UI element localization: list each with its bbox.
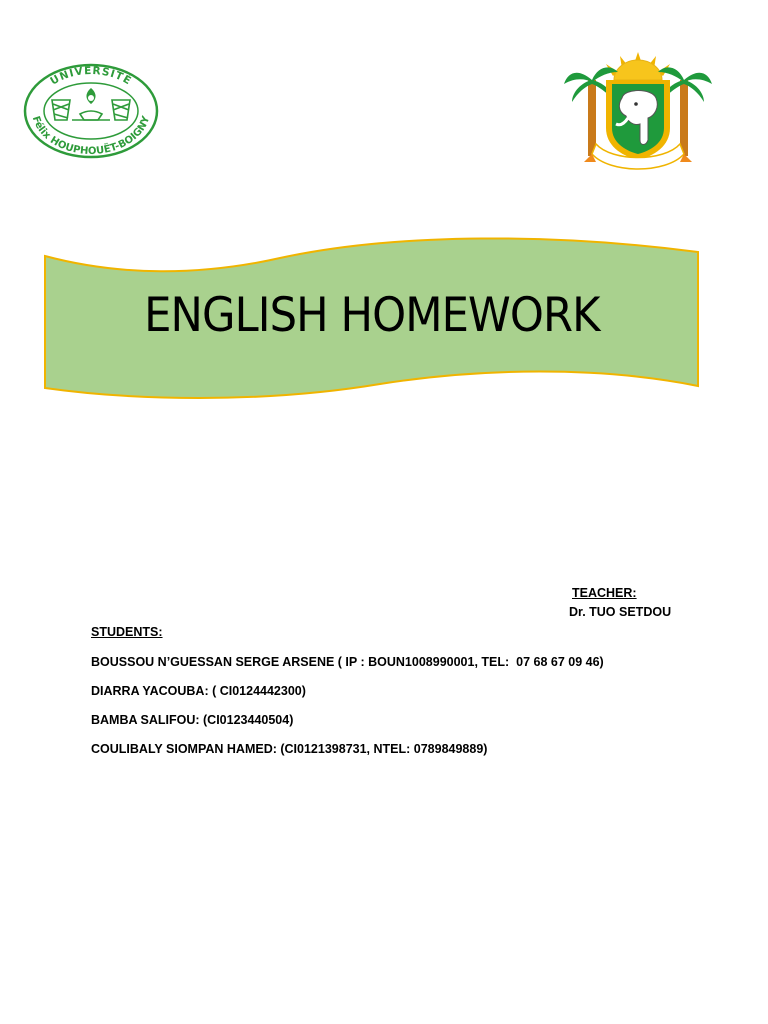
student-item: BAMBA SALIFOU: (CI0123440504): [91, 713, 294, 727]
seal-text-top: UNIVERSITÉ: [48, 64, 134, 88]
student-item: DIARRA YACOUBA: ( CI0124442300): [91, 684, 306, 698]
page-title: ENGLISH HOMEWORK: [144, 288, 600, 343]
ivory-coast-coat-of-arms-icon: [562, 50, 714, 174]
university-seal-icon: [22, 62, 160, 160]
students-label: STUDENTS:: [91, 625, 163, 639]
student-item: BOUSSOU N’GUESSAN SERGE ARSENE ( IP : BOUN1008990001, TEL: 07 68 67 09 46): [91, 655, 604, 669]
svg-text:UNIVERSITÉ: [48, 65, 134, 88]
student-item: COULIBALY SIOMPAN HAMED: (CI0121398731, NTEL: 0789849889): [91, 742, 488, 756]
teacher-name: Dr. TUO SETDOU: [569, 605, 672, 619]
teacher-label: TEACHER:: [572, 586, 637, 600]
seal-text-bottom: Félix HOUPHOUËT-BOIGNY: [29, 114, 153, 158]
